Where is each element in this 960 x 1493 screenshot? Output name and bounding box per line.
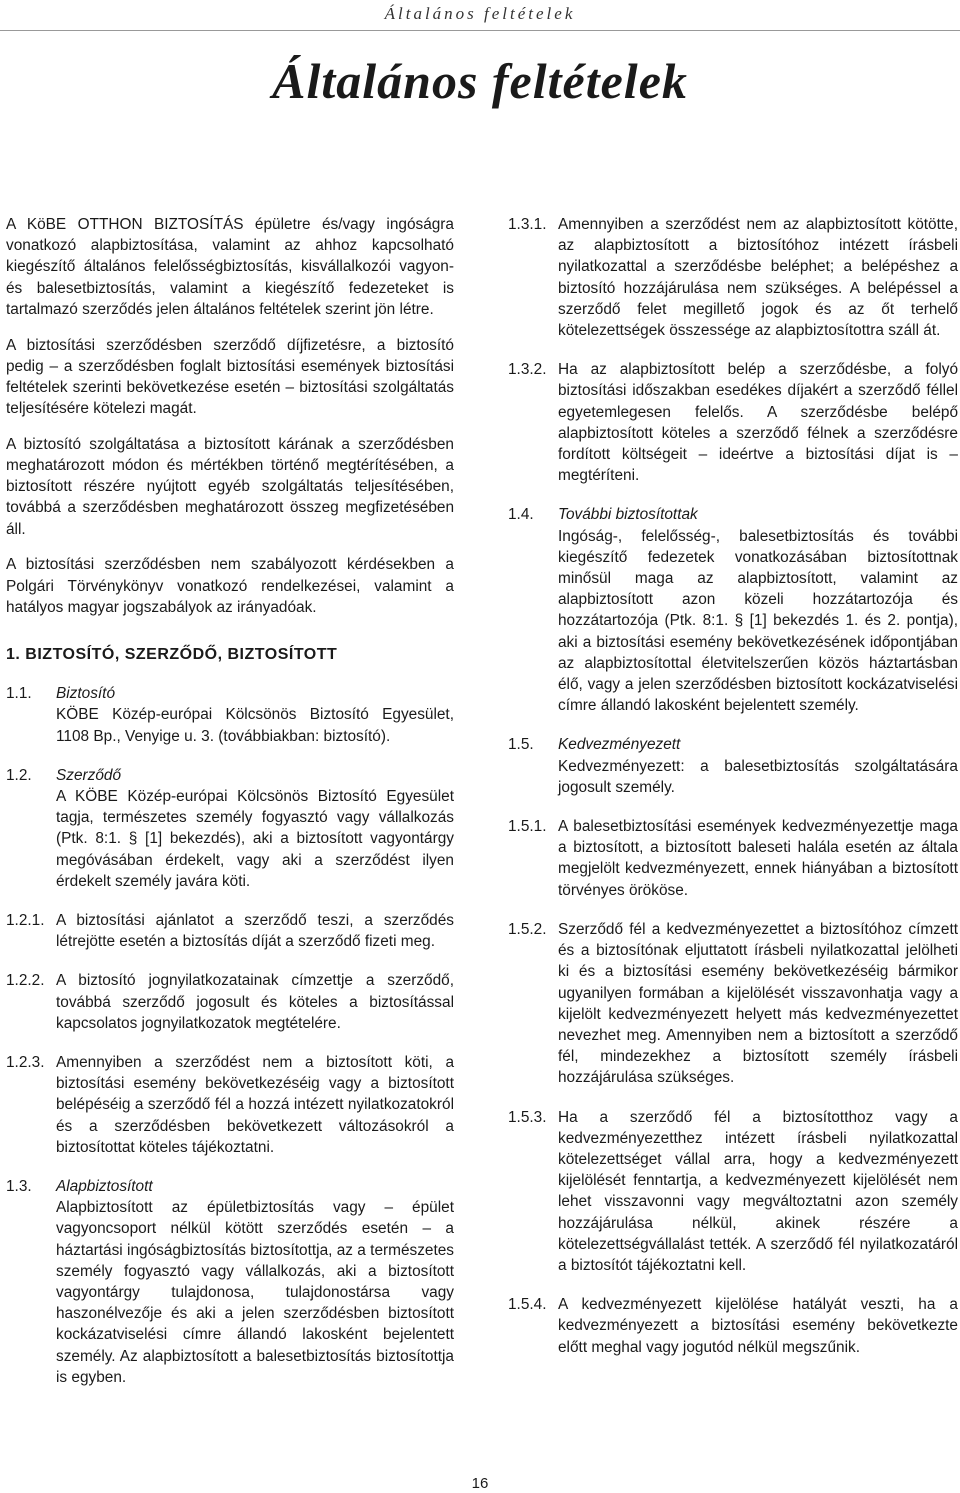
- clause-number: 1.2.3.: [6, 1054, 45, 1071]
- clause-text: A KÖBE Közép-európai Kölcsönös Biztosító Egyesület tagja, természetes személy fogyasztó vagy vállalkozás (Ptk. 8:1. § [1] bekezdés), aki a biztosított vagyontárgy megóvásában érdekelt, vagy aki a szerződést ilyen érdekelt személy javára köti.: [56, 787, 454, 890]
- clause-title: Kedvezményezett: [558, 736, 681, 754]
- clause-title: Alapbiztosított: [56, 1178, 153, 1196]
- clause-number: 1.2.1.: [6, 911, 45, 929]
- clause-item: [6, 1176, 454, 1388]
- clause-text: Kedvezményezett: a balesetbiztosítás szolgáltatására jogosult személy.: [558, 757, 958, 796]
- clause-item: [508, 1107, 958, 1277]
- clause-number: 1.5.2.: [508, 920, 547, 938]
- clause-text: Alapbiztosított az épületbiztosítás vagy – épület vagyoncsoport nélkül kötött szerződés esetén – a háztartási ingóságbiztosítás biztosítottja, az a természetes személy fogyasztó vagy vállalkozás, aki a biztosított vagyontárgy tulajdonosa, tulajdonostársa vagy haszonélvezője és aki a jelen szerződésben biztosított kockázatviselési címre állandó lakosként bejelentett személy. Az alapbiztosított a balesetbiztosítás biztosítottja is egyben.: [56, 1199, 454, 1386]
- clause-number: 1.3.2.: [508, 361, 547, 379]
- clause-item: [6, 1052, 454, 1158]
- page-number: 16: [471, 1475, 489, 1492]
- clause-text: Ha az alapbiztosított belép a szerződésbe, a folyó biztosítási időszakban esedékes díjakért a szerződő féllel egyetemlegesen felelős. A szerződésbe belépő alapbiztosított köteles a szerződő félnek a szerződésre fordított költségeit – ideértve a biztosítási díjat is – megtéríteni.: [558, 361, 958, 485]
- clause-text: A biztosítási ajánlatot a szerződő teszi, a szerződés létrejötte esetén a biztosítás díját a szerződő fizeti meg.: [56, 911, 454, 951]
- clause-text: A kedvezményezett kijelölése hatályát veszti, ha a kedvezményezett a biztosítási esemény bekövetkezte előtt meghal vagy jogutód nélkül megszűnik.: [558, 1296, 958, 1356]
- clause-number: 1.2.: [6, 766, 32, 784]
- intro-paragraph: A biztosítási szerződésben nem szabályozott kérdésekben a Polgári Törvénykönyv vonatkozó rendelkezései, valamint a hatályos magyar jogszabályok az irányadóak.: [6, 556, 454, 616]
- clause-item: [6, 910, 454, 952]
- clause-number: 1.5.3.: [508, 1108, 547, 1126]
- clause-item: [508, 816, 958, 901]
- page-title: Általános feltételek: [272, 53, 688, 109]
- right-column: [508, 214, 958, 1376]
- clause-number: 1.1.: [6, 685, 32, 703]
- header-divider: [0, 30, 960, 31]
- clause-item: [6, 683, 454, 747]
- section-heading: 1. BIZTOSÍTÓ, SZERZŐDŐ, BIZTOSÍTOTT: [6, 645, 338, 663]
- clause-title: Biztosító: [56, 685, 116, 703]
- clause-text: Amennyiben a szerződést nem az alapbiztosított kötötte, az alapbiztosított a biztosítóhoz intézett írásbeli nyilatkozattal a szerződésbe beléphet; a belépéshez a biztosító hozzájárulása nem szükséges. A belépéssel a szerződő felet megillető jogok és az őt terhelő kötelezettségek összessége az alapbiztosítottra száll át.: [558, 216, 958, 340]
- clause-title: Szerződő: [56, 766, 122, 784]
- clause-number: 1.2.2.: [6, 972, 45, 990]
- clause-item: [508, 734, 958, 798]
- clause-number: 1.3.: [6, 1178, 32, 1196]
- clause-text: A biztosító jognyilatkozatainak címzettje a szerződő, továbbá szerződő jogosult és köteles a biztosítással kapcsolatos jognyilatkozatok megtételére.: [56, 972, 454, 1032]
- clause-number: 1.5.1.: [508, 818, 547, 836]
- intro-paragraph: A biztosítási szerződésben szerződő díjfizetésre, a biztosító pedig – a szerződésben foglalt biztosítási események biztosítási feltételek szerinti bekövetkezése esetén – biztosítási szolgáltatás teljesítésére kötelezi magát.: [6, 336, 454, 418]
- clause-text: KÖBE Közép-európai Kölcsönös Biztosító Egyesület, 1108 Bp., Venyige u. 3. (továbbiakban: biztosító).: [56, 706, 454, 745]
- clause-item: [508, 919, 958, 1089]
- clause-item: [508, 359, 958, 486]
- clause-item: [6, 970, 454, 1034]
- clause-title: További biztosítottak: [558, 506, 698, 524]
- clause-item: [508, 504, 958, 716]
- clause-text: Ingóság-, felelősség-, balesetbiztosítás és további kiegészítő fedezetek vonatkozásában biztosítottnak minősül maga az alapbiztosított, valamint az alapbiztosított azon közeli hozzátartozója és hozzátartozója (Ptk. 8:1. § [1] bekezdés 1. és 2. pontja), aki a biztosítási esemény bekövetkezésének időpontjában az alapbiztosítottal életvitelszerűen közös háztartásban élő, vagy a jelen szerződésben biztosított kockázatviselési címre állandó lakosként bejelentett személy.: [558, 527, 958, 715]
- clause-text: Szerződő fél a kedvezményezettet a biztosítóhoz címzett és a biztosítónak eljuttatott írásbeli nyilatkozattal jelölheti ki és a biztosítási esemény bekövetkezéséig bármikor ugyanilyen formában a kijelölését visszavonhatja vagy a kijelölt kedvezményezett helyett más kedvezményezettet nevezhet meg. Amennyiben nem a biztosított a szerződő fél, mindezekhez a biztosított személy írásbeli hozzájárulása szükséges.: [558, 920, 958, 1087]
- clause-item: [508, 1294, 958, 1358]
- clause-text: Amennyiben a szerződést nem a biztosított köti, a biztosítási esemény bekövetkezéséig vagy a biztosított belépéséig a szerződő fél a hozzá intézett nyilatkozatokról és a szerződésben bekövetkezett változásokról a biztosítottat köteles tájékoztatni.: [56, 1054, 454, 1156]
- clause-text: A balesetbiztosítási események kedvezményezettje maga a biztosított, a biztosított baleseti halála esetén az általa megjelölt kedvezményezett, ennek hiányában a biztosított törvényes örököse.: [558, 818, 958, 899]
- running-header: Általános feltételek: [384, 4, 576, 23]
- clause-number: 1.5.4.: [508, 1296, 547, 1314]
- clause-text: Ha a szerződő fél a biztosítotthoz vagy a kedvezményezetthez intézett írásbeli nyilatkozattal kötelezettséget vállal arra, hogy a kedvezményezett kijelölését fenntartja, a kedvezményezett kijelölését nem lehet visszavonni vagy megváltoztatni azon személy hozzájárulása nélkül, akinek részére a kötelezettségvállalást tették. A szerződő fél nyilatkozatáról a biztosítót tájékoztatni kell.: [558, 1108, 958, 1274]
- clause-item: [6, 765, 454, 892]
- clause-number: 1.4.: [508, 506, 534, 524]
- clause-item: [508, 214, 958, 341]
- clause-number: 1.5.: [508, 736, 534, 754]
- intro-paragraph: A biztosító szolgáltatása a biztosított kárának a szerződésben meghatározott módon és mértékben történő megtérítésében, a biztosított részére nyújtott egyéb szolgáltatás teljesítésében, továbbá a szerződésben meghatározott összeg megfizetésében áll.: [6, 435, 454, 538]
- intro-paragraph: A KöBE OTTHON BIZTOSÍTÁS épületre és/vagy ingóságra vonatkozó alapbiztosítása, valamint az ahhoz kapcsolható kiegészítő általános felelősségbiztosítás, kisvállalkozói vagyon- és balesetbiztosítás, valamint a kiegészítő fedezeteket is tartalmazó szerződés jelen általános feltételek szerint jön létre.: [6, 216, 454, 318]
- clause-number: 1.3.1.: [508, 216, 547, 233]
- left-column: [6, 214, 454, 1406]
